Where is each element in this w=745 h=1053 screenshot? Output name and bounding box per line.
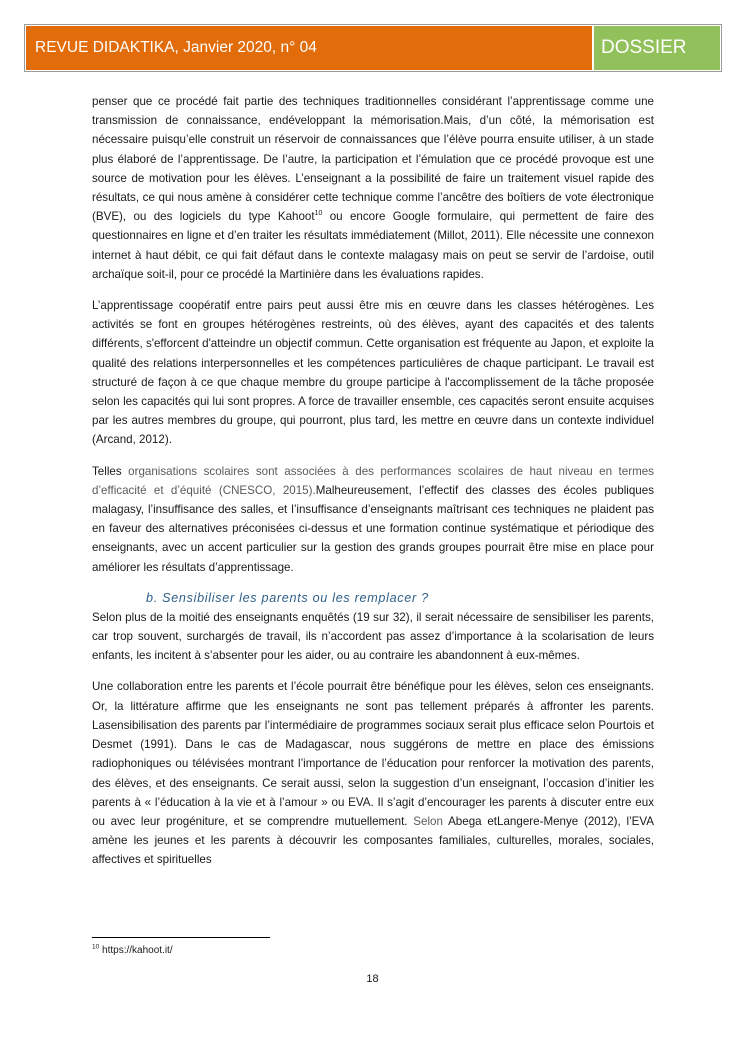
- paragraph-5-text-a: Une collaboration entre les parents et l’école pourrait être bénéfique pour les élèves, selon ces enseignants. Or, la littérature affirme que les enseignants ne sont pas tellement préparés à affronter les parents. Lasensibilisation des parents par l’intermédiaire de programmes sociaux serait plus efficace selon Pourtois et Desmet (1991). Dans le cas de Madagascar, nous suggérons de mettre en place des émissions radiophoniques ou télévisées montrant l’importance de l’éducation pour renforcer la motivation des parents, des élèves, et des enseignants. Ce serait aussi, selon la suggestion d’un enseignant, l’occasion d’initier les parents à « l’éducation à la vie et à l’amour » ou EVA. Il s’agit d’encourager les parents à discuter entre eux ou avec leur progéniture, et se comprendre mutuellement.: [92, 680, 654, 828]
- page-number: 18: [366, 973, 379, 985]
- article-body: [92, 92, 654, 882]
- paragraph-3-text-b: organisations scolaires sont associées à des performances scolaires de haut niveau en termes d’efficacité et d’équité (CNESCO, 2015).: [92, 464, 654, 497]
- paragraph-5-text-b: Selon: [413, 814, 443, 828]
- footnote-text: https://kahoot.it/: [99, 945, 173, 956]
- footnote-number: 10: [92, 943, 100, 951]
- paragraph-1: [92, 92, 654, 284]
- paragraph-3-text-a: Telles: [92, 464, 129, 478]
- footnote-reference: 10: [314, 210, 323, 218]
- page-header: [24, 24, 722, 72]
- paragraph-5-text-c: Abega etLangere-Menye (2012), l’EVA amène les jeunes et les parents à découvrir les composantes familiales, culturelles, morales, sociales, affectives et spirituelles: [92, 814, 654, 867]
- paragraph-3-text-c: Malheureusement, l’effectif des classes des écoles publiques malagasy, l’insuffisance des salles, et l’insuffisance d’enseignants maîtrisant ces techniques ne plaident pas en faveur des alternatives préconisées ci-dessus et une formation continue systématique et périodique des enseignants, avec un accent particulier sur la gestion des grands groupes pourrait être mise en place pour améliorer les résultats d’apprentissage.: [92, 483, 654, 574]
- paragraph-2: L’apprentissage coopératif entre pairs peut aussi être mis en œuvre dans les classes hétérogènes. Les activités se font en groupes hétérogènes restreints, où des élèves, ayant des capacités et des talents différents, s'efforcent d'atteindre un objectif commun. Cette organisation est fréquente au Japon, et exploite la qualité des relations interpersonnelles et les compétences particulières de chaque participant. Le travail est structuré de façon à ce que chaque membre du groupe participe à l'accomplissement de la tâche proposée selon les capacités qui lui sont propres. A force de travailler ensemble, ces capacités seront ensuite acquises par les autres membres du groupe, qui pourront, plus tard, les mettre en œuvre dans un contexte individuel (Arcand, 2012).: [92, 299, 654, 447]
- journal-title: REVUE DIDAKTIKA, Janvier 2020, n° 04: [26, 26, 592, 70]
- section-label: DOSSIER: [594, 26, 720, 70]
- section-subheading: b. Sensibiliser les parents ou les remplacer ?: [146, 590, 429, 605]
- paragraph-3: [92, 462, 654, 577]
- footnote: [92, 945, 173, 956]
- paragraph-1-text-a: penser que ce procédé fait partie des techniques traditionnelles considérant l’apprentissage comme une transmission de connaissance, endéveloppant la mémorisation.Mais, d’un côté, la mémorisation est nécessaire puisqu’elle construit un réservoir de connaissances que l’élève pourra ensuite utiliser, à un stade plus élaboré de l’apprentissage. De l’autre, la participation et l’émulation que ce procédé provoque est une source de motivation pour les élèves. L’enseignant a la possibilité de faire un traitement visuel rapide des résultats, ce qui nous amène à considérer cette technique comme l’ancêtre des boîtiers de vote électronique (BVE), ou des logiciels du type Kahoot: [92, 95, 654, 224]
- footnote-divider: [92, 937, 270, 938]
- paragraph-5: [92, 677, 654, 869]
- paragraph-4: Selon plus de la moitié des enseignants enquêtés (19 sur 32), il serait nécessaire de sensibiliser les parents, car trop souvent, surchargés de travail, ils n’accordent pas assez d’importance à la scolarisation de leurs enfants, les incitent à s’absenter pour les aider, ou au contraire les abandonnent à eux-mêmes.: [92, 610, 654, 663]
- paragraph-1-text-b: ou encore Google formulaire, qui permettent de faire des questionnaires en ligne et d’en traiter les résultats immédiatement (Millot, 2011). Elle nécessite une connexon internet à haut débit, ce qui fait défaut dans le contexte malagasy mais on peut se servir de l’ardoise, outil archaïque soit-il, pour ce procédé la Martinière dans les évaluations rapides.: [92, 210, 654, 281]
